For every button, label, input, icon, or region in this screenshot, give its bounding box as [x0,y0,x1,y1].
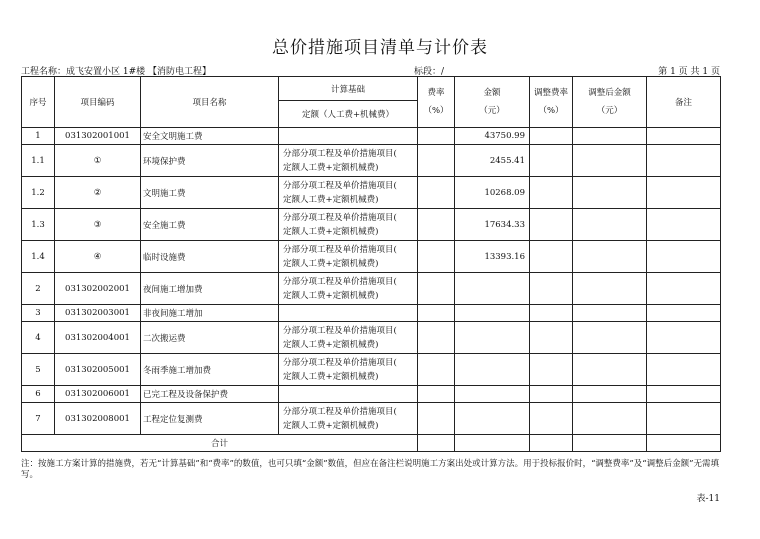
row-seq: 7 [22,403,55,435]
row-adjusted-amount [573,177,647,209]
row-adjusted-amount [573,305,647,322]
row-amount [455,305,530,322]
row-adjusted-amount [573,128,647,145]
row-name: 已完工程及设备保护费 [141,386,279,403]
page-title: 总价措施项目清单与计价表 [272,38,488,58]
row-adjusted-rate [530,354,573,386]
row-adjusted-rate [530,128,573,145]
row-code: 031302001001 [55,128,141,145]
row-rate [418,177,455,209]
row-remark [647,322,721,354]
row-name: 冬雨季施工增加费 [141,354,279,386]
row-rate [418,209,455,241]
header-code: 项目编码 [55,77,141,128]
row-adjusted-rate [530,322,573,354]
row-name: 安全施工费 [141,209,279,241]
row-adjusted-amount [573,273,647,305]
row-rate [418,145,455,177]
row-code: 031302002001 [55,273,141,305]
row-adjusted-amount [573,241,647,273]
row-basis: 分部分项工程及单价措施项目( 定额人工费+定额机械费) [279,273,418,305]
row-amount [455,273,530,305]
total-label: 合计 [22,435,418,452]
table-row [22,209,721,241]
row-seq: 6 [22,386,55,403]
row-basis: 分部分项工程及单价措施项目( 定额人工费+定额机械费) [279,403,418,435]
row-rate [418,403,455,435]
row-seq: 1.3 [22,209,55,241]
row-remark [647,209,721,241]
header-adjusted-amount: 调整后金额 （元） [573,77,647,128]
row-amount [455,354,530,386]
row-adjusted-rate [530,273,573,305]
row-code: 031302008001 [55,403,141,435]
row-remark [647,273,721,305]
row-remark [647,128,721,145]
row-seq: 1.4 [22,241,55,273]
row-seq: 1.1 [22,145,55,177]
row-adjusted-amount [573,403,647,435]
row-adjusted-rate [530,145,573,177]
row-remark [647,177,721,209]
table-row [22,386,721,403]
row-adjusted-amount [573,386,647,403]
row-code: 031302003001 [55,305,141,322]
row-seq: 3 [22,305,55,322]
row-remark [647,354,721,386]
row-name: 非夜间施工增加 [141,305,279,322]
row-basis: 分部分项工程及单价措施项目( 定额人工费+定额机械费) [279,354,418,386]
row-code: ④ [55,241,141,273]
header-basis: 计算基础 [279,77,418,101]
page-count: 第 1 页 共 1 页 [658,67,720,77]
row-remark [647,241,721,273]
header-remark: 备注 [647,77,721,128]
row-name: 夜间施工增加费 [141,273,279,305]
row-seq: 2 [22,273,55,305]
measures-table [21,76,721,452]
row-adjusted-amount [573,145,647,177]
row-basis [279,386,418,403]
row-basis: 分部分项工程及单价措施项目( 定额人工费+定额机械费) [279,145,418,177]
row-name: 二次搬运费 [141,322,279,354]
total-remark [647,435,721,452]
row-rate [418,386,455,403]
row-rate [418,305,455,322]
header-rate: 费率 （%） [418,77,455,128]
row-adjusted-rate [530,241,573,273]
table-row [22,305,721,322]
row-code: ② [55,177,141,209]
row-remark [647,305,721,322]
row-adjusted-rate [530,305,573,322]
row-amount: 43750.99 [455,128,530,145]
total-amount [455,435,530,452]
row-adjusted-rate [530,209,573,241]
total-adjusted-amount [573,435,647,452]
row-adjusted-rate [530,177,573,209]
row-name: 环境保护费 [141,145,279,177]
header-adjusted-rate: 调整费率 （%） [530,77,573,128]
row-adjusted-rate [530,386,573,403]
row-basis [279,128,418,145]
row-amount [455,322,530,354]
table-row [22,322,721,354]
row-amount: 13393.16 [455,241,530,273]
footnote: 注：按施工方案计算的措施费，若无“计算基础”和“费率”的数值，也可只填“金额”数值，但应在备注栏说明施工方案出处或计算方法。用于投标报价时，“调整费率”及“调整后金额”无需填写。 [21,459,719,480]
section-label: 标段：/ [414,67,445,77]
row-adjusted-rate [530,403,573,435]
row-code: ③ [55,209,141,241]
header-basis-sub: 定额（人工费+机械费） [279,101,418,128]
table-row [22,273,721,305]
row-name: 工程定位复测费 [141,403,279,435]
row-amount: 2455.41 [455,145,530,177]
header-seq: 序号 [22,77,55,128]
row-basis [279,305,418,322]
row-adjusted-amount [573,209,647,241]
total-adjusted-rate [530,435,573,452]
row-rate [418,354,455,386]
row-name: 临时设施费 [141,241,279,273]
table-row [22,403,721,435]
header-name: 项目名称 [141,77,279,128]
row-remark [647,403,721,435]
table-number: 表-11 [696,494,720,504]
project-name: 工程名称：成飞安置小区 1#楼 【消防电工程】 [21,67,211,77]
table-row [22,241,721,273]
row-code: 031302006001 [55,386,141,403]
row-amount: 10268.09 [455,177,530,209]
row-seq: 5 [22,354,55,386]
row-rate [418,322,455,354]
row-code: ① [55,145,141,177]
total-rate [418,435,455,452]
row-amount [455,403,530,435]
row-adjusted-amount [573,354,647,386]
row-seq: 1 [22,128,55,145]
row-basis: 分部分项工程及单价措施项目( 定额人工费+定额机械费) [279,209,418,241]
row-amount [455,386,530,403]
row-seq: 4 [22,322,55,354]
row-rate [418,241,455,273]
row-adjusted-amount [573,322,647,354]
table-row [22,177,721,209]
table-row [22,128,721,145]
row-code: 031302004001 [55,322,141,354]
row-amount: 17634.33 [455,209,530,241]
row-basis: 分部分项工程及单价措施项目( 定额人工费+定额机械费) [279,241,418,273]
row-rate [418,273,455,305]
row-remark [647,386,721,403]
table-row [22,354,721,386]
row-seq: 1.2 [22,177,55,209]
row-basis: 分部分项工程及单价措施项目( 定额人工费+定额机械费) [279,177,418,209]
row-basis: 分部分项工程及单价措施项目( 定额人工费+定额机械费) [279,322,418,354]
row-remark [647,145,721,177]
table-row [22,145,721,177]
row-name: 安全文明施工费 [141,128,279,145]
row-code: 031302005001 [55,354,141,386]
header-amount: 金额 （元） [455,77,530,128]
row-rate [418,128,455,145]
row-name: 文明施工费 [141,177,279,209]
